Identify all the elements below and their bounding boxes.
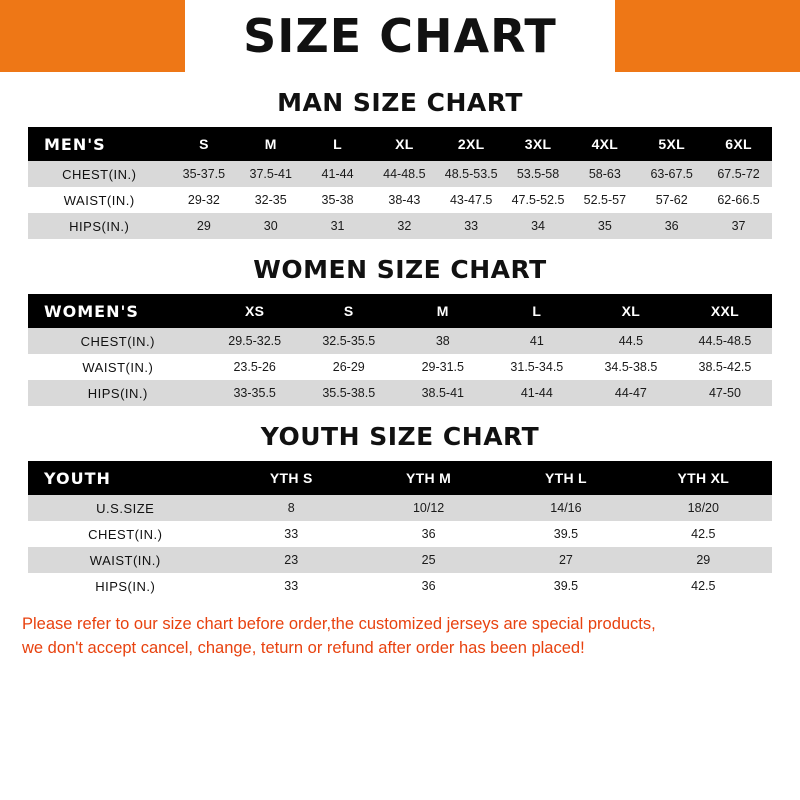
men-chest-m: 37.5-41	[237, 161, 304, 187]
men-col-l: L	[304, 127, 371, 161]
footer-note	[0, 613, 800, 661]
section-title-youth: YOUTH SIZE CHART	[260, 422, 540, 451]
men-col-4xl: 4XL	[571, 127, 638, 161]
men-chest-5xl: 63-67.5	[638, 161, 705, 187]
women-row-label-hips: HIPS(IN.)	[28, 380, 208, 406]
men-chest-s: 35-37.5	[170, 161, 237, 187]
women-table-head	[28, 294, 772, 328]
youth-waist-s: 23	[223, 547, 360, 573]
women-waist-s: 26-29	[302, 354, 396, 380]
men-hips-xl: 32	[371, 213, 438, 239]
youth-row-label-hips: HIPS(IN.)	[28, 573, 223, 599]
table-row	[28, 354, 772, 380]
youth-col-l: YTH L	[497, 461, 634, 495]
youth-hips-l: 39.5	[497, 573, 634, 599]
youth-chest-s: 33	[223, 521, 360, 547]
youth-chest-xl: 42.5	[635, 521, 772, 547]
men-col-5xl: 5XL	[638, 127, 705, 161]
women-col-xs: XS	[208, 294, 302, 328]
page-title: SIZE CHART	[243, 9, 557, 63]
header-banner	[0, 0, 800, 72]
youth-hips-s: 33	[223, 573, 360, 599]
men-hips-4xl: 35	[571, 213, 638, 239]
women-col-xxl: XXL	[678, 294, 772, 328]
table-row	[28, 573, 772, 599]
women-chest-xxl: 44.5-48.5	[678, 328, 772, 354]
men-waist-s: 29-32	[170, 187, 237, 213]
women-row-label-waist: WAIST(IN.)	[28, 354, 208, 380]
youth-waist-m: 25	[360, 547, 497, 573]
men-waist-5xl: 57-62	[638, 187, 705, 213]
youth-chest-m: 36	[360, 521, 497, 547]
table-row	[28, 547, 772, 573]
men-waist-l: 35-38	[304, 187, 371, 213]
women-hips-xxl: 47-50	[678, 380, 772, 406]
table-header-row	[28, 461, 772, 495]
women-col-m: M	[396, 294, 490, 328]
youth-ussize-xl: 18/20	[635, 495, 772, 521]
men-chest-6xl: 67.5-72	[705, 161, 772, 187]
table-row	[28, 328, 772, 354]
footer-note-line-2: we don't accept cancel, change, teturn or refund after order has been placed!	[22, 638, 585, 657]
youth-table-body	[28, 495, 772, 599]
women-col-xl: XL	[584, 294, 678, 328]
youth-corner-label: YOUTH	[28, 461, 223, 495]
men-col-xl: XL	[371, 127, 438, 161]
men-chest-3xl: 53.5-58	[505, 161, 572, 187]
women-hips-xl: 44-47	[584, 380, 678, 406]
women-hips-s: 35.5-38.5	[302, 380, 396, 406]
women-hips-xs: 33-35.5	[208, 380, 302, 406]
section-men	[0, 88, 800, 239]
youth-waist-l: 27	[497, 547, 634, 573]
women-waist-xxl: 38.5-42.5	[678, 354, 772, 380]
youth-row-label-ussize: U.S.SIZE	[28, 495, 223, 521]
section-title-men: MAN SIZE CHART	[277, 88, 523, 117]
men-hips-2xl: 33	[438, 213, 505, 239]
men-row-label-waist: WAIST(IN.)	[28, 187, 170, 213]
women-waist-xs: 23.5-26	[208, 354, 302, 380]
section-title-women: WOMEN SIZE CHART	[253, 255, 547, 284]
men-hips-6xl: 37	[705, 213, 772, 239]
youth-waist-xl: 29	[635, 547, 772, 573]
youth-hips-xl: 42.5	[635, 573, 772, 599]
women-corner-label: WOMEN'S	[28, 294, 208, 328]
table-header-row	[28, 294, 772, 328]
men-waist-4xl: 52.5-57	[571, 187, 638, 213]
table-row	[28, 521, 772, 547]
table-row	[28, 213, 772, 239]
men-hips-3xl: 34	[505, 213, 572, 239]
women-row-label-chest: CHEST(IN.)	[28, 328, 208, 354]
section-youth	[0, 422, 800, 599]
table-header-row	[28, 127, 772, 161]
men-row-label-chest: CHEST(IN.)	[28, 161, 170, 187]
men-chest-4xl: 58-63	[571, 161, 638, 187]
men-col-m: M	[237, 127, 304, 161]
youth-row-label-waist: WAIST(IN.)	[28, 547, 223, 573]
men-waist-6xl: 62-66.5	[705, 187, 772, 213]
youth-ussize-m: 10/12	[360, 495, 497, 521]
youth-ussize-l: 14/16	[497, 495, 634, 521]
men-waist-xl: 38-43	[371, 187, 438, 213]
men-hips-m: 30	[237, 213, 304, 239]
men-chest-xl: 44-48.5	[371, 161, 438, 187]
youth-col-m: YTH M	[360, 461, 497, 495]
women-chest-xs: 29.5-32.5	[208, 328, 302, 354]
women-table-body	[28, 328, 772, 406]
youth-chest-l: 39.5	[497, 521, 634, 547]
men-waist-m: 32-35	[237, 187, 304, 213]
women-hips-m: 38.5-41	[396, 380, 490, 406]
men-col-2xl: 2XL	[438, 127, 505, 161]
youth-size-table	[28, 461, 772, 599]
table-row	[28, 187, 772, 213]
men-corner-label: MEN'S	[28, 127, 170, 161]
youth-ussize-s: 8	[223, 495, 360, 521]
women-size-table	[28, 294, 772, 406]
table-row	[28, 380, 772, 406]
men-col-3xl: 3XL	[505, 127, 572, 161]
women-waist-m: 29-31.5	[396, 354, 490, 380]
table-row	[28, 161, 772, 187]
women-col-l: L	[490, 294, 584, 328]
youth-hips-m: 36	[360, 573, 497, 599]
men-size-table	[28, 127, 772, 239]
men-waist-3xl: 47.5-52.5	[505, 187, 572, 213]
footer-note-line-1: Please refer to our size chart before order,the customized jerseys are special products,	[22, 615, 656, 633]
men-table-body	[28, 161, 772, 239]
women-chest-m: 38	[396, 328, 490, 354]
men-row-label-hips: HIPS(IN.)	[28, 213, 170, 239]
men-col-6xl: 6XL	[705, 127, 772, 161]
table-row	[28, 495, 772, 521]
youth-col-xl: YTH XL	[635, 461, 772, 495]
men-hips-5xl: 36	[638, 213, 705, 239]
women-chest-s: 32.5-35.5	[302, 328, 396, 354]
women-hips-l: 41-44	[490, 380, 584, 406]
men-waist-2xl: 43-47.5	[438, 187, 505, 213]
women-waist-xl: 34.5-38.5	[584, 354, 678, 380]
men-chest-2xl: 48.5-53.5	[438, 161, 505, 187]
youth-table-head	[28, 461, 772, 495]
women-col-s: S	[302, 294, 396, 328]
women-chest-xl: 44.5	[584, 328, 678, 354]
men-hips-l: 31	[304, 213, 371, 239]
men-col-s: S	[170, 127, 237, 161]
men-table-head	[28, 127, 772, 161]
men-chest-l: 41-44	[304, 161, 371, 187]
youth-row-label-chest: CHEST(IN.)	[28, 521, 223, 547]
women-waist-l: 31.5-34.5	[490, 354, 584, 380]
youth-col-s: YTH S	[223, 461, 360, 495]
women-chest-l: 41	[490, 328, 584, 354]
section-women	[0, 255, 800, 406]
men-hips-s: 29	[170, 213, 237, 239]
